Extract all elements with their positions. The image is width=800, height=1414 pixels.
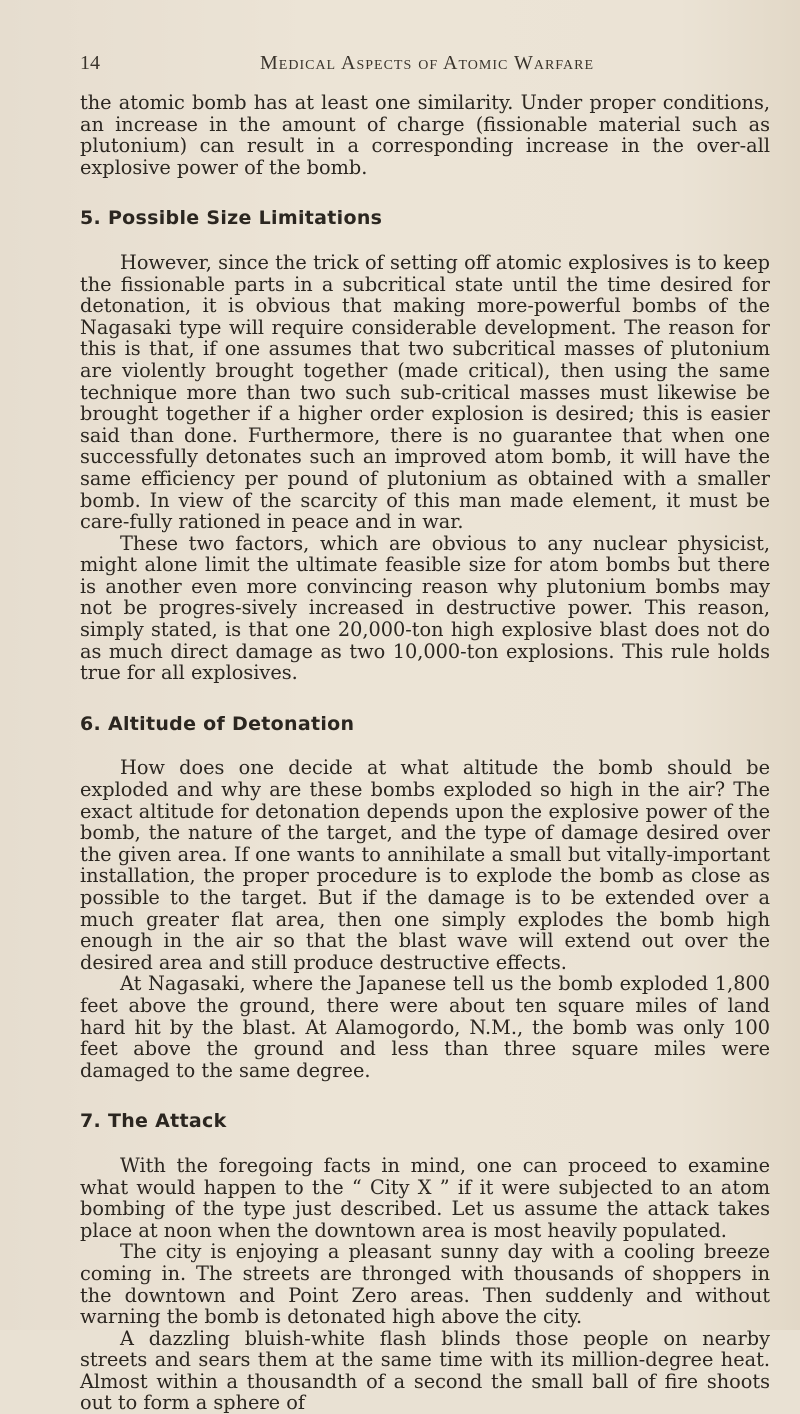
paragraph: How does one decide at what altitude the bomb should be exploded and why are these bombs exploded so high in the air? The exact altitude for detonation depends upon the explosive power of the bomb, the nature of the target, and the type of damage desired over the given area. If one wants to annihilate a small but vitally-important installation, the proper procedure is to explode the bomb as close as possible to the target. But if the damage is to be extended over a much greater flat area, then one simply explodes the bomb high enough in the air so that the blast wave will extend out over the desired area and still produce destructive effects. <box>80 756 770 974</box>
section-heading-altitude: 6. Altitude of Detonation <box>80 712 355 735</box>
page-number: 14 <box>80 52 100 74</box>
paragraph: The city is enjoying a pleasant sunny day with a cooling breeze coming in. The streets are thronged with thousands of shoppers in the downtown and Point Zero areas. Then suddenly and without warning the bomb is detonated high above the city. <box>80 1240 770 1329</box>
paragraph: These two factors, which are obvious to any nuclear physicist, might alone limit the ultimate feasible size for atom bombs but there is another even more convincing reason why plutonium bombs may not be progres-sively increased in destructive power. This reason, simply stated, is that one 20,000-ton high explosive blast does not do as much direct damage as two 10,000-ton explosions. This rule holds true for all explosives. <box>80 531 770 685</box>
running-head: Medical Aspects of Atomic Warfare <box>260 52 595 74</box>
page-header <box>80 52 770 82</box>
paragraph: However, since the trick of setting off atomic explosives is to keep the fissionable parts in a subcritical state until the time desired for detonation, it is obvious that making more-powerful bombs of the Nagasaki type will require considerable development. The reason for this is that, if one assumes that two subcritical masses of plutonium are violently brought together (made critical), then using the same technique more than two such sub-critical masses must likewise be brought together if a higher order explosion is desired; this is easier said than done. Furthermore, there is no guarantee that when one successfully detonates such an improved atom bomb, it will have the same efficiency per pound of plutonium as obtained with a smaller bomb. In view of the scarcity of this man made element, it must be care-fully rationed in peace and in war. <box>80 250 770 534</box>
paragraph: A dazzling bluish-white flash blinds those people on nearby streets and sears them at the same time with its million-degree heat. Almost within a thousandth of a second the small ball of fire shoots out to form a sphere of <box>80 1326 770 1414</box>
paragraph: At Nagasaki, where the Japanese tell us the bomb exploded 1,800 feet above the ground, there were about ten square miles of land hard hit by the blast. At Alamogordo, N.M., the bomb was only 100 feet above the ground and less than three square miles were damaged to the same degree. <box>80 972 770 1082</box>
opening-paragraph: the atomic bomb has at least one similarity. Under proper conditions, an increase in the amount of charge (fissionable material such as plutonium) can result in a corresponding increase in the over-all explosive power of the bomb. <box>80 91 770 179</box>
section-heading-size-limitations: 5. Possible Size Limitations <box>80 207 383 230</box>
body-text <box>80 92 770 1414</box>
paragraph: With the foregoing facts in mind, one can proceed to examine what would happen to the “ City X ” if it were subjected to an atom bombing of the type just described. Let us assume the attack takes place at noon when the downtown area is most heavily populated. <box>80 1153 770 1242</box>
section-heading-attack: 7. The Attack <box>80 1110 227 1133</box>
